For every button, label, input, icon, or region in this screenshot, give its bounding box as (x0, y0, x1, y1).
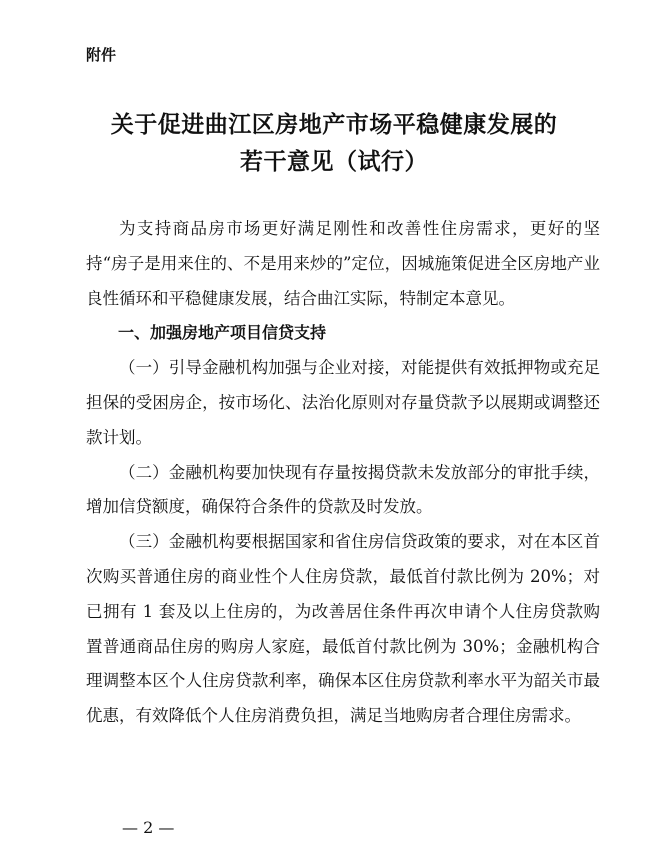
intro-paragraph: 为支持商品房市场更好满足刚性和改善性住房需求，更好的坚持“房子是用来住的、不是用来炒的”定位，因城施策促进全区房地产业良性循环和平稳健康发展，结合曲江实际，特制定本意见。 (86, 219, 600, 308)
document-body (86, 212, 600, 734)
attachment-label: 附件 (86, 46, 117, 64)
page-number: — 2 — (122, 818, 175, 837)
item-paragraph-1: （一）引导金融机构加强与企业对接，对能提供有效抵押物或充足担保的受困房企，按市场化、法治化原则对存量贷款予以展期或调整还款计划。 (86, 358, 600, 447)
item-paragraph-3: （三）金融机构要根据国家和省住房信贷政策的要求，对在本区首次购买普通住房的商业性个人住房贷款，最低首付款比例为 20%；对已拥有 1 套及以上住房的，为改善居住条件再次申请个人住房贷款购置普通商品住房的购房人家庭，最低首付款比例为 30%；金融机构合理调整本区个人住房贷款利率，确保本区住房贷款利率水平为韶关市最优惠，有效降低个人住房消费负担，满足当地购房者合理住房需求。 (86, 532, 600, 726)
section-heading-1: 一、加强房地产项目信贷支持 (118, 323, 327, 343)
item-paragraph-2: （二）金融机构要加快现有存量按揭贷款未发放部分的审批手续，增加信贷额度，确保符合条件的贷款及时发放。 (86, 462, 600, 517)
document-title-line-2: 若干意见（试行） (240, 148, 428, 175)
document-title-line-1: 关于促进曲江区房地产市场平稳健康发展的 (110, 111, 558, 138)
